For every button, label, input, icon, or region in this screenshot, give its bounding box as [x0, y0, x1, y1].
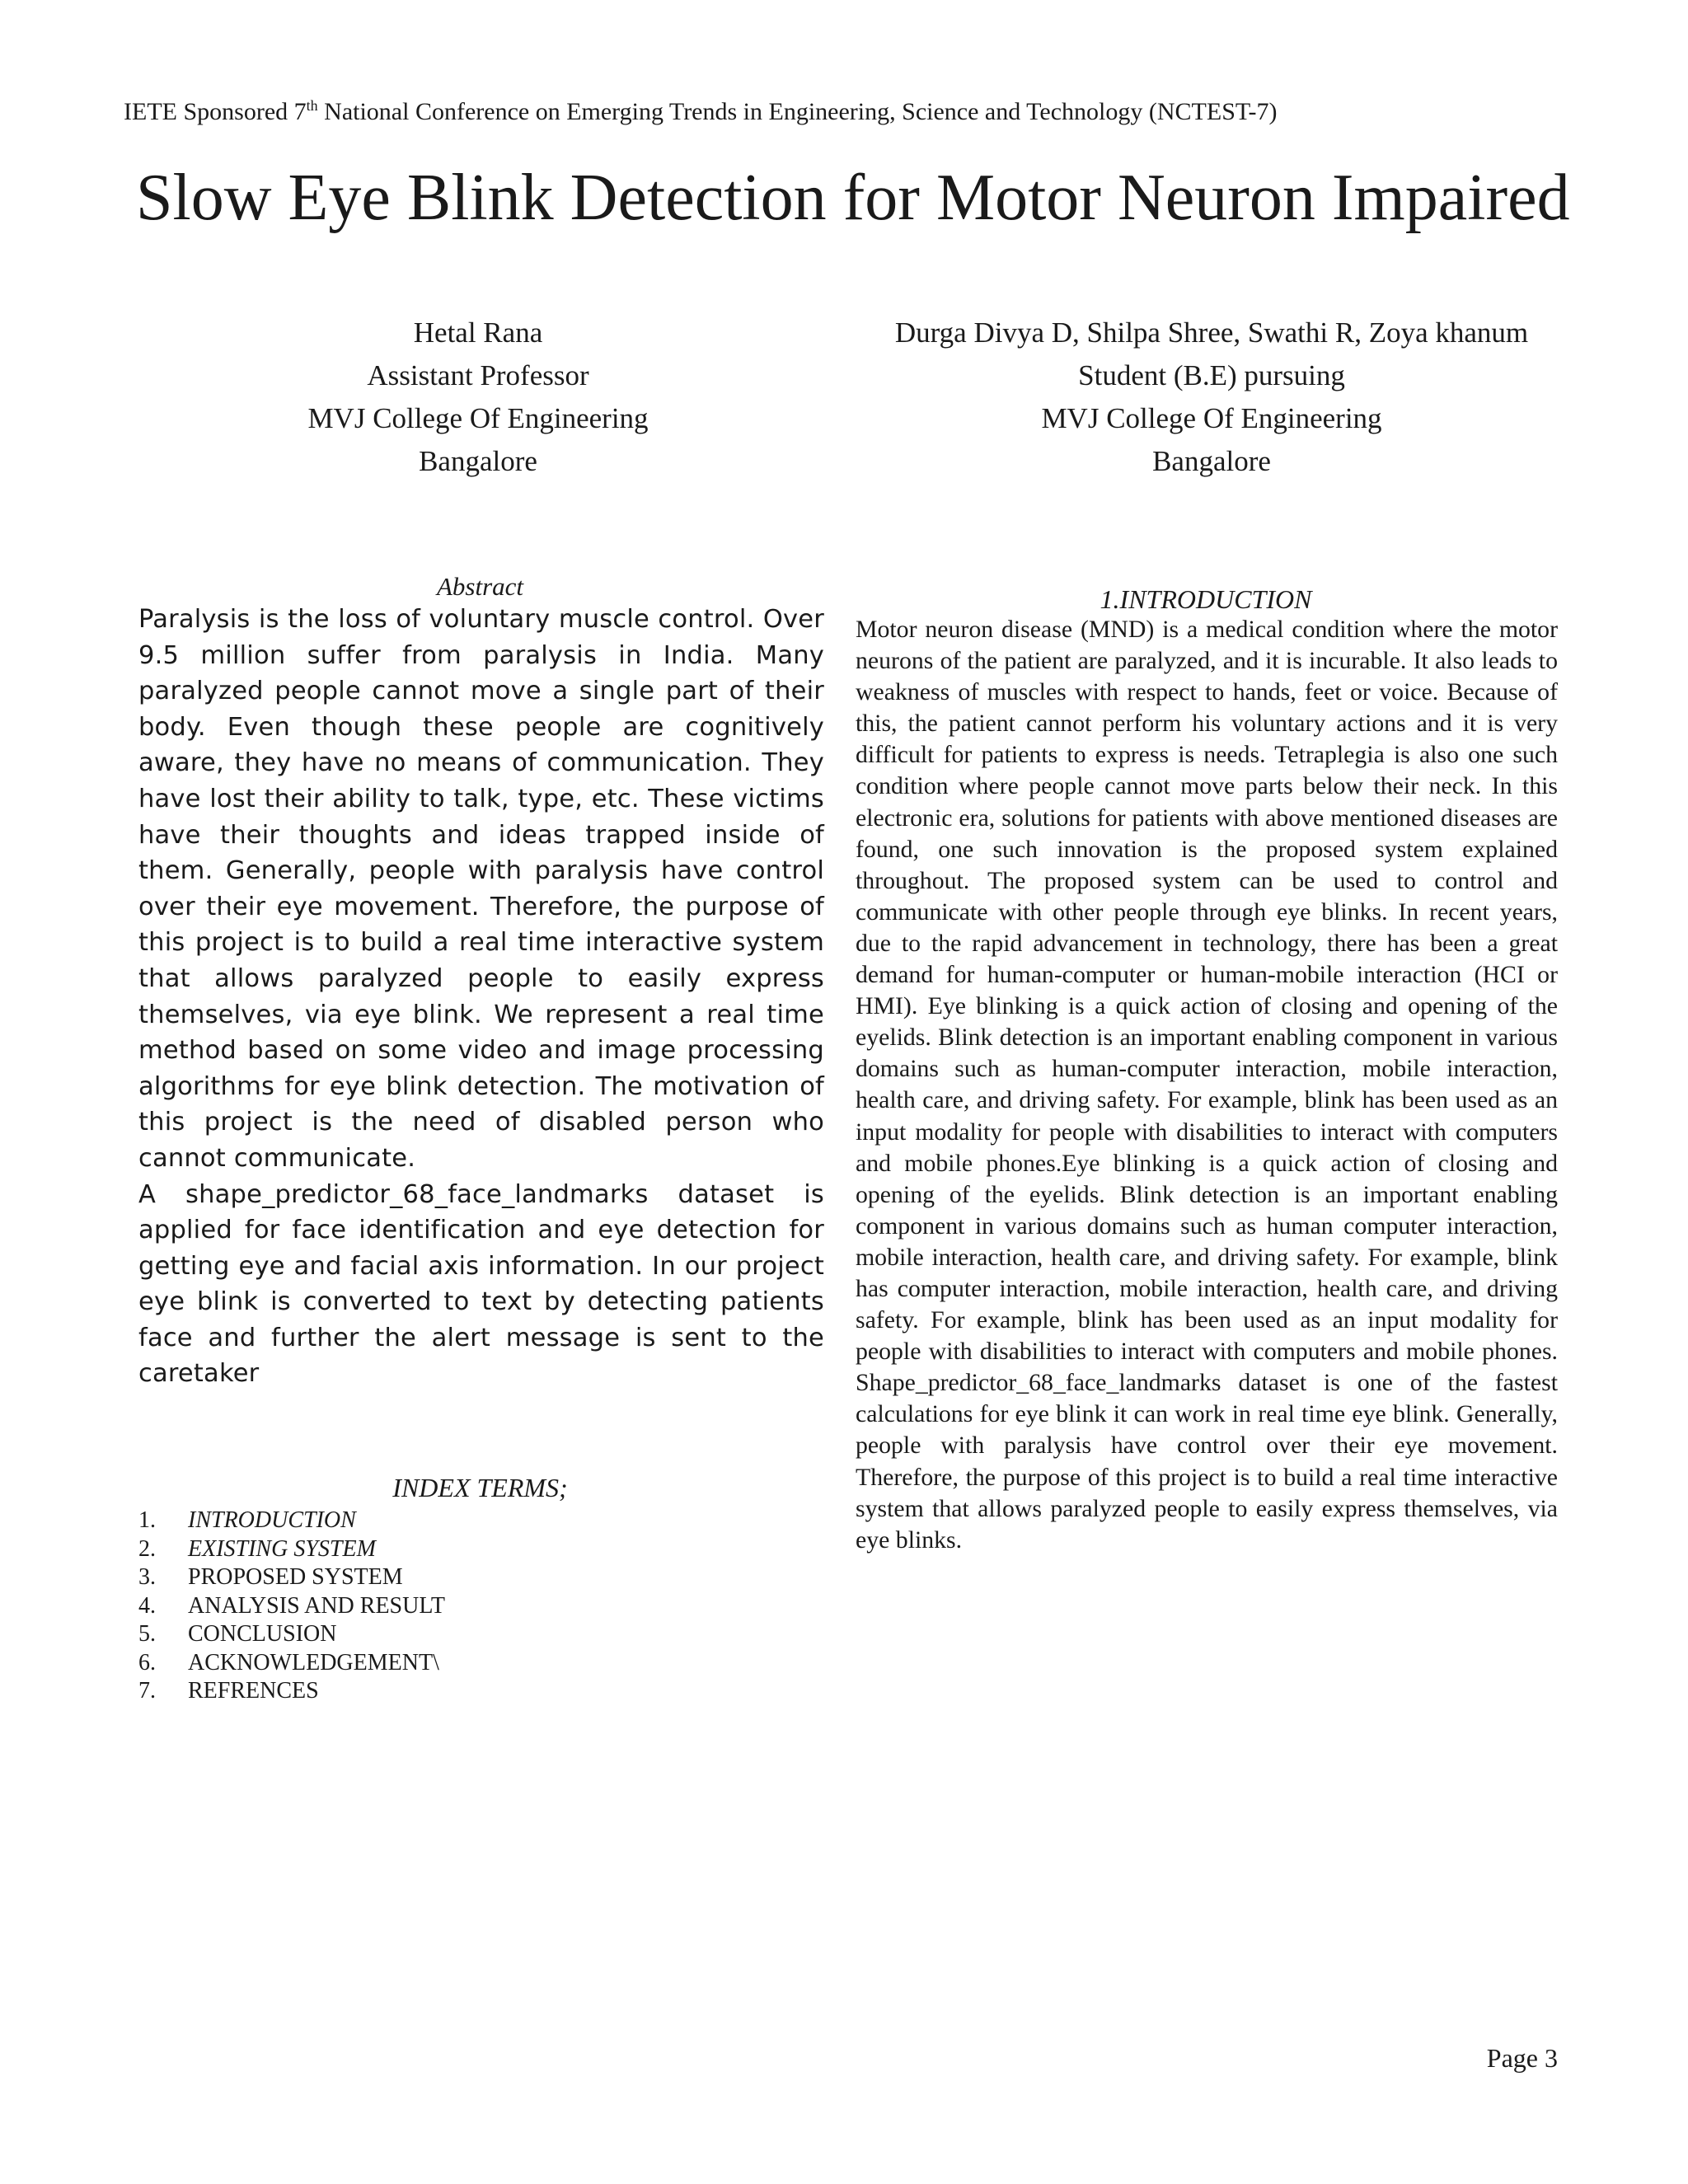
index-term-number: 6. [138, 1649, 156, 1675]
index-term-item [138, 1620, 715, 1649]
author-name: Durga Divya D, Shilpa Shree, Swathi R, Zoya khanum [894, 316, 1529, 349]
index-term-number: 5. [138, 1621, 156, 1647]
author-block-right [841, 312, 1582, 483]
index-term-label: REFRENCES [188, 1678, 319, 1704]
index-term-item [138, 1677, 715, 1706]
index-term-label: ACKNOWLEDGEMENT\ [188, 1649, 439, 1675]
author-city: Bangalore [419, 445, 537, 477]
index-term-label: INTRODUCTION [188, 1507, 356, 1533]
abstract-paragraph: A shape_predictor_68_face_landmarks dataset is applied for face identification and eye detection for getting eye and facial axis information. In our project eye blink is converted to text by detecting patients face and further the alert message is sent to the caretaker [138, 1179, 824, 1389]
conference-header [124, 97, 1566, 127]
index-term-item [138, 1649, 715, 1678]
author-name: Hetal Rana [413, 316, 543, 349]
abstract-paragraph: Paralysis is the loss of voluntary muscle control. Over 9.5 million suffer from paralysis in India. Many paralyzed people cannot move a single part of their body. Even though these people are cognitively aware, they have no means of communication. They have lost their ability to talk, type, etc. These victims have their thoughts and ideas trapped inside of them. Generally, people with paralysis have control over their eye movement. Therefore, the purpose of this project is to build a real time interactive system that allows paralyzed people to easily express themselves, via eye blink. We represent a real time method based on some video and image processing algorithms for eye blink detection. The motivation of this project is the need of disabled person who cannot communicate. [138, 605, 824, 1173]
index-term-number: 4. [138, 1592, 156, 1619]
index-term-label: EXISTING SYSTEM [188, 1535, 376, 1562]
abstract-body [138, 602, 824, 1392]
introduction-heading: 1.INTRODUCTION [1100, 584, 1312, 614]
index-term-item [138, 1592, 715, 1621]
index-term-number: 2. [138, 1535, 156, 1562]
conference-header-sup: th [306, 97, 318, 114]
paper-title: Slow Eye Blink Detection for Motor Neuron Impaired [136, 162, 1570, 234]
author-institution: MVJ College Of Engineering [1041, 402, 1382, 434]
index-term-label: CONCLUSION [188, 1621, 337, 1647]
index-term-item [138, 1535, 715, 1564]
index-term-number: 3. [138, 1564, 156, 1590]
index-terms-heading: INDEX TERMS; [392, 1473, 568, 1502]
index-terms-list [138, 1507, 715, 1706]
introduction-body: Motor neuron disease (MND) is a medical condition where the motor neurons of the patient are paralyzed, and it is incurable. It also leads to weakness of muscles with respect to hands, feet or voice. Because of this, the patient cannot perform his voluntary actions and it is very difficult for patients to express is needs. Tetraplegia is also one such condition where people cannot move parts below their neck. In this electronic era, solutions for patients with above mentioned diseases are found, one such innovation is the proposed system explained throughout. The proposed system can be used to control and communicate with other people through eye blinks. In recent years, due to the rapid advancement in technology, there has been a great demand for human-computer or human-mobile interaction (HCI or HMI). Eye blinking is a quick action of closing and opening of the eyelids. Blink detection is an important enabling component in various domains such as human-computer interaction, mobile interaction, health care, and driving safety. For example, blink has been used as an input modality for people with disabilities to interact with computers and mobile phones.Eye blinking is a quick action of closing and opening of the eyelids. Blink detection is an important enabling component in various domains such as human computer interaction, mobile interaction, health care, and driving safety. For example, blink has computer interaction, mobile interaction, health care, and driving safety. For example, blink has been used as an input modality for people with disabilities to interact with computers and mobile phones. Shape_predictor_68_face_landmarks dataset is one of the fastest calculations for eye blink it can work in real time eye blink. Generally, people with paralysis have control over their eye movement. Therefore, the purpose of this project is to build a real time interactive system that allows paralyzed people to easily express themselves, via eye blinks. [856, 616, 1558, 1554]
author-role: Assistant Professor [367, 359, 589, 391]
index-term-number: 7. [138, 1678, 156, 1704]
abstract-heading: Abstract [436, 572, 524, 601]
index-term-number: 1. [138, 1507, 156, 1533]
author-city: Bangalore [1152, 445, 1271, 477]
index-term-label: ANALYSIS AND RESULT [188, 1592, 445, 1619]
author-institution: MVJ College Of Engineering [307, 402, 649, 434]
index-term-item [138, 1563, 715, 1592]
index-term-item [138, 1507, 715, 1535]
author-block-left [231, 312, 725, 483]
index-term-label: PROPOSED SYSTEM [188, 1564, 403, 1590]
conference-header-pre: IETE Sponsored 7 [124, 98, 307, 125]
conference-header-post: National Conference on Emerging Trends in Engineering, Science and Technology (NCTEST-7) [317, 98, 1278, 125]
author-role: Student (B.E) pursuing [1078, 359, 1345, 391]
page-number: Page 3 [1486, 2043, 1558, 2073]
